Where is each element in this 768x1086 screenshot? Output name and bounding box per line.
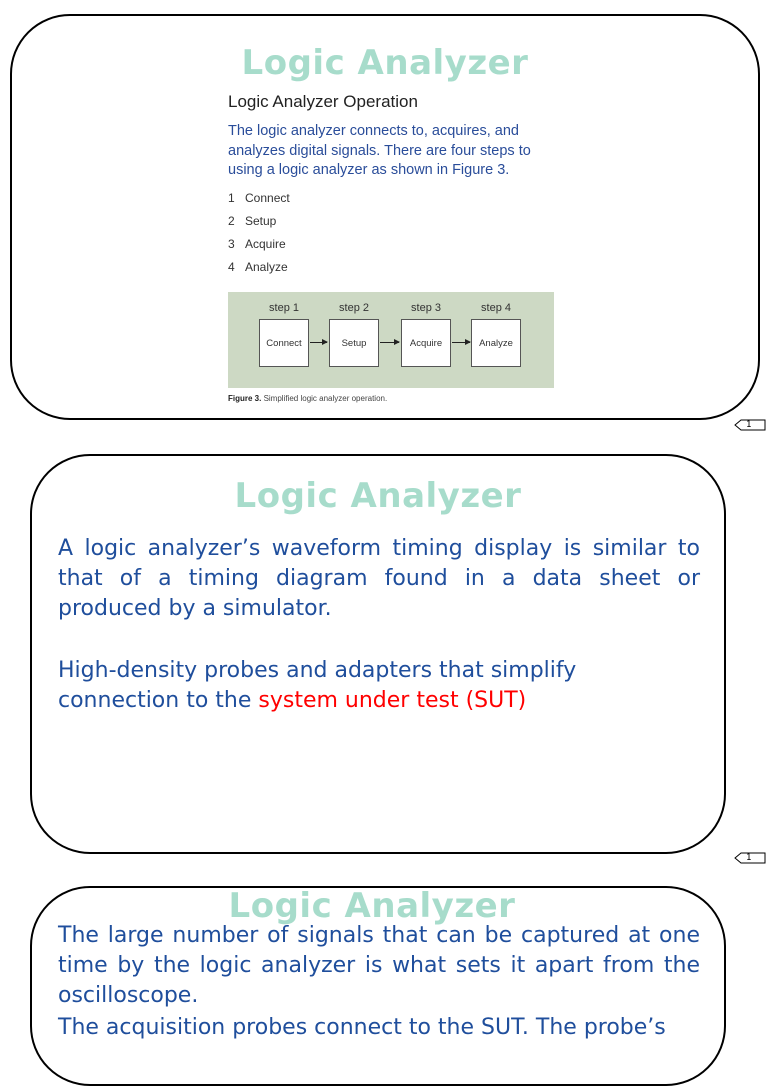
step-label: Setup — [245, 213, 277, 228]
arrow-icon — [310, 342, 327, 343]
figure-intro-text: The logic analyzer connects to, acquires, and analyzes digital signals. There are four steps to using a logic analyzer as shown in Figure 3. — [228, 123, 531, 178]
page-number-tag — [734, 419, 764, 431]
slide-title: Logic Analyzer — [234, 476, 522, 516]
step-number: 2 — [228, 213, 235, 228]
list-item — [228, 260, 588, 283]
list-item — [228, 237, 588, 260]
body-paragraph — [58, 656, 700, 716]
body-paragraph: The acquisition probes connect to the SUT. The probe’s — [58, 1015, 666, 1040]
page-number: 1 — [746, 853, 752, 863]
diagram-box-acquire: Acquire — [401, 319, 451, 367]
slide-1 — [10, 14, 760, 420]
diagram-box-setup: Setup — [329, 319, 379, 367]
diagram-step-label: step 1 — [269, 302, 299, 314]
list-item — [228, 191, 588, 214]
step-label: Acquire — [245, 236, 286, 251]
list-item — [228, 214, 588, 237]
step-number: 4 — [228, 259, 235, 274]
slide-title: Logic Analyzer — [241, 43, 529, 83]
body-paragraph: A logic analyzer’s waveform timing display is similar to that of a timing diagram found in a data sheet or produced by a simulator. — [58, 536, 700, 621]
page-number: 1 — [746, 420, 752, 430]
caption-text: Simplified logic analyzer operation. — [261, 394, 388, 403]
step-label: Analyze — [245, 259, 288, 274]
figure-heading: Logic Analyzer Operation — [228, 92, 418, 111]
slide-3 — [30, 886, 726, 1086]
diagram-step-label: step 4 — [481, 302, 511, 314]
slide-title: Logic Analyzer — [228, 886, 516, 926]
paragraph-text: High-density probes and adapters that simplify connection to the — [58, 658, 577, 713]
page-number-tag — [734, 852, 764, 864]
diagram-box-analyze: Analyze — [471, 319, 521, 367]
diagram-step-label: step 3 — [411, 302, 441, 314]
caption-label: Figure 3. — [228, 394, 262, 403]
step-number: 1 — [228, 190, 235, 205]
step-number: 3 — [228, 236, 235, 251]
steps-list — [228, 191, 588, 283]
arrow-icon — [380, 342, 399, 343]
arrow-icon — [452, 342, 470, 343]
body-paragraph: The large number of signals that can be captured at one time by the logic analyzer is what sets it apart from the oscilloscope. — [58, 923, 700, 1008]
step-label: Connect — [245, 190, 290, 205]
diagram-box-connect: Connect — [259, 319, 309, 367]
highlighted-term: system under test (SUT) — [258, 688, 527, 713]
slide-2 — [30, 454, 726, 854]
logic-analyzer-operation-figure — [228, 90, 588, 403]
figure-caption — [228, 394, 387, 403]
step-flow-diagram — [228, 292, 554, 388]
diagram-step-label: step 2 — [339, 302, 369, 314]
